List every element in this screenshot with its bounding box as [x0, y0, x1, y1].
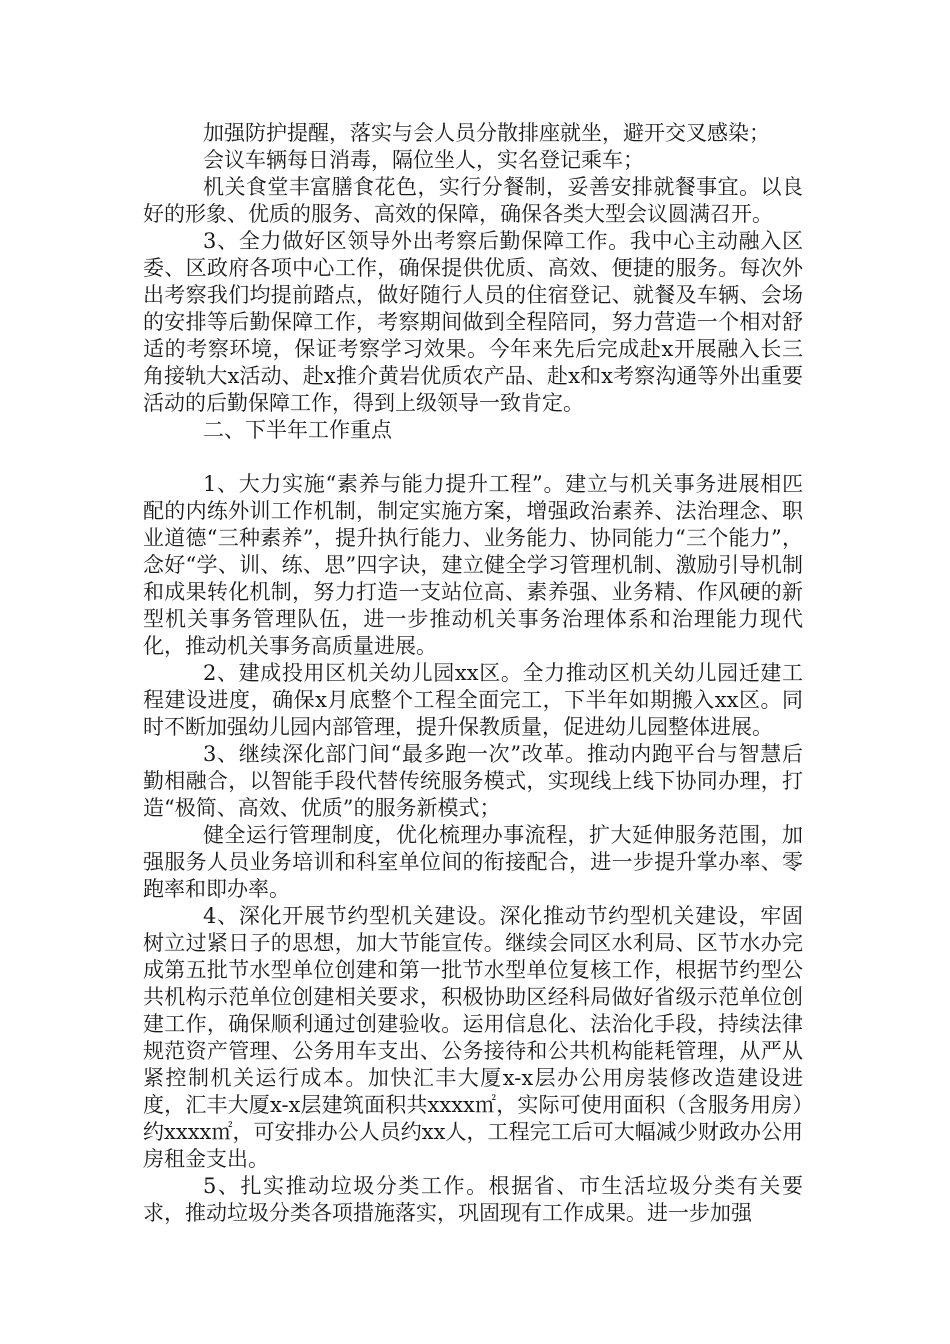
paragraph-protection-reminder: 加强防护提醒，落实与会人员分散排座就坐，避开交叉感染； — [203, 121, 770, 145]
paragraph-item-4: 4、深化开展节约型机关建设。深化推动节约型机关建设，牢固树立过紧日子的思想，加大节能宣传。继续会同区水利局、区节水办完成第五批节水型单位创建和第一批节水型单位复核工作，根据节约型公共机构示范单位创建相关要求，积极协助区经科局做好省级示范单位创建工作，确保顺利通过创建验收。运用信息化、法治化手段，持续法律规范资产管理、公务用车支出、公务接待和公共机构能耗管理，从严从紧控制机关运行成本。加快汇丰大厦x-x层办公用房装修改造建设进度，汇丰大厦x-x层建筑面积共xxxx㎡，实际可使用面积（含服务用房）约xxxx㎡，可安排办公人员约xx人，工程完工后可大幅减少财政办公用房租金支出。 — [143, 904, 803, 1171]
section-heading-second-half: 二、下半年工作重点 — [203, 418, 392, 442]
paragraph-canteen: 机关食堂丰富膳食花色，实行分餐制，妥善安排就餐事宜。以良好的形象、优质的服务、高效的保障，确保各类大型会议圆满召开。 — [143, 175, 803, 226]
paragraph-item-2: 2、建成投用区机关幼儿园xx区。全力推动区机关幼儿园迁建工程建设进度，确保x月底整个工程全面完工，下半年如期搬入xx区。同时不断加强幼儿园内部管理，提升保教质量，促进幼儿园整体进展。 — [143, 661, 803, 739]
paragraph-item-3: 3、继续深化部门间“最多跑一次”改革。推动内跑平台与智慧后勤相融合，以智能手段代替传统服务模式，实现线上线下协同办理，打造“极简、高效、优质”的服务新模式； — [143, 742, 803, 820]
blank-line — [143, 444, 803, 471]
paragraph-vehicle-disinfection: 会议车辆每日消毒，隔位坐人，实名登记乘车； — [203, 148, 644, 172]
paragraph-inspection-support: 3、全力做好区领导外出考察后勤保障工作。我中心主动融入区委、区政府各项中心工作，确保提供优质、高效、便捷的服务。每次外出考察我们均提前踏点，做好随行人员的住宿登记、就餐及车辆、会场的安排等后勤保障工作，考察期间做到全程陪同，努力营造一个相对舒适的考察环境，保证考察学习效果。今年来先后完成赴x开展融入长三角接轨大x活动、赴x推介黄岩优质农产品、赴x和x考察沟通等外出重要活动的后勤保障工作，得到上级领导一致肯定。 — [143, 229, 803, 415]
document-body — [143, 120, 803, 1227]
paragraph-item-1: 1、大力实施“素养与能力提升工程”。建立与机关事务进展相匹配的内练外训工作机制，制定实施方案，增强政治素养、法治理念、职业道德“三种素养”，提升执行能力、业务能力、协同能力“三个能力”，念好“学、训、练、思”四字诀，建立健全学习管理机制、激励引导机制和成果转化机制，努力打造一支站位高、素养强、业务精、作风硬的新型机关事务管理队伍，进一步推动机关事务治理体系和治理能力现代化，推动机关事务高质量进展。 — [143, 472, 803, 658]
paragraph-item-3-continued: 健全运行管理制度，优化梳理办事流程，扩大延伸服务范围，加强服务人员业务培训和科室单位间的衔接配合，进一步提升掌办率、零跑率和即办率。 — [143, 823, 803, 901]
paragraph-item-5: 5、扎实推动垃圾分类工作。根据省、市生活垃圾分类有关要求，推动垃圾分类各项措施落实，巩固现有工作成果。进一步加强 — [143, 1174, 803, 1225]
